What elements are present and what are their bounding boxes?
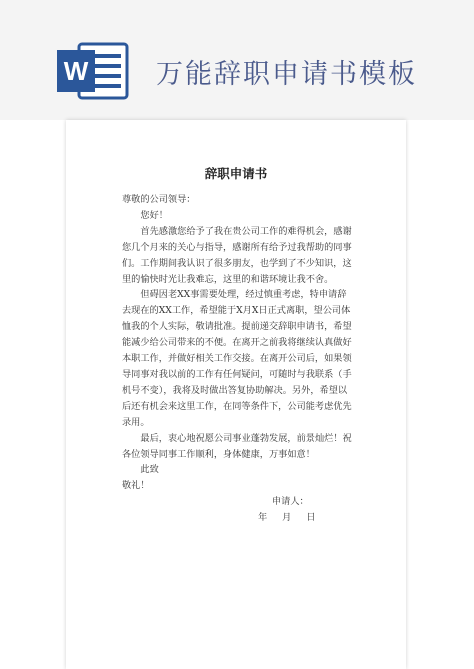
- date-month: 月: [282, 512, 292, 524]
- greeting: 您好！: [140, 209, 168, 221]
- banner-title: 万能辞职申请书模板: [156, 59, 417, 90]
- svg-text:W: W: [63, 56, 89, 86]
- banner: [0, 0, 474, 120]
- paragraph-1: 首先感激您给予了我在贵公司工作的难得机会，感谢您几个月来的关心与指导，感谢所有给予过我帮助的同事们。工作期间我认识了很多朋友，也学到了不少知识，这里的愉快时光让我难忘，这里的和谐环境让我不舍。: [122, 225, 352, 285]
- document-body: [122, 192, 354, 526]
- closing-line-2: 敬礼！: [122, 480, 150, 492]
- document-title: 辞职申请书: [204, 166, 268, 181]
- date-year: 年: [258, 512, 268, 524]
- document-page: [66, 120, 406, 669]
- word-logo-icon: [55, 42, 129, 100]
- date-day: 日: [306, 512, 316, 524]
- date-line: [122, 510, 354, 526]
- salutation: 尊敬的公司领导：: [122, 194, 196, 205]
- paragraph-2: 但碍因老XX事需要处理，经过慎重考虑，特申请辞去现在的XX工作，希望能于X月X日正式离职，望公司体恤我的个人实际，敬请批准。提前递交辞职申请书，希望能减少给公司带来的不便。在离开之前我将继续认真做好本职工作，并做好相关工作交接。在离开公司后，如果领导同事对我以前的工作有任何疑问，可随时与我联系（手机号不变），我将及时做出答复协助解决。另外，希望以后还有机会来这里工作，在同等条件下，公司能考虑优先录用。: [122, 289, 352, 428]
- paragraph-3: 最后，衷心地祝愿公司事业蓬勃发展，前景灿烂！祝各位领导同事工作顺利，身体健康，万事如意！: [122, 432, 352, 460]
- closing-line-1: 此致: [140, 464, 159, 476]
- signature-label: 申请人：: [272, 496, 309, 508]
